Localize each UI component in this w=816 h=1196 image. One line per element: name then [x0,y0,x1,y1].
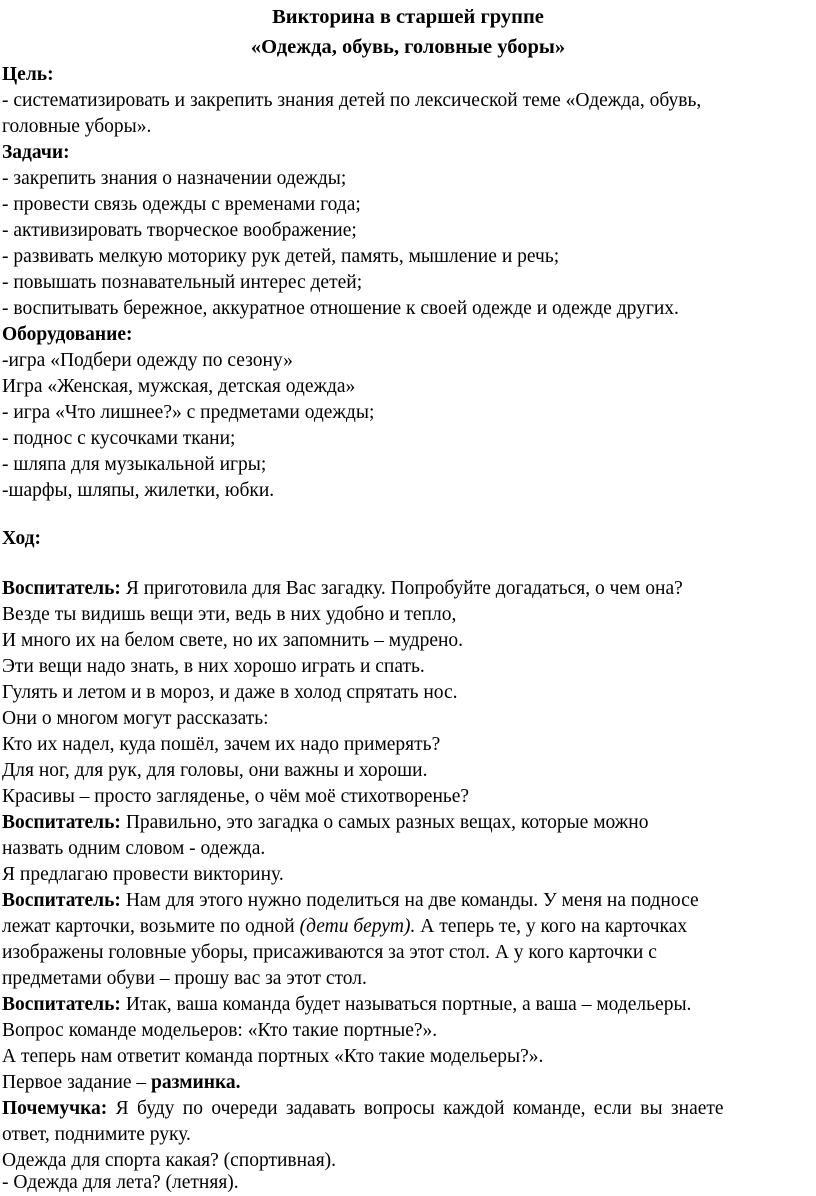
poem-line: Эти вещи надо знать, в них хорошо играть и спать. [2,656,425,677]
equipment-item: - шляпа для музыкальной игры; [2,454,267,475]
question-line: - Одежда для лета? (летняя). [2,1172,239,1193]
speech-text: А теперь нам ответит команда портных «Кто такие модельеры?». [2,1046,544,1067]
goal-text-line2: головные уборы». [2,116,152,137]
first-task-line [2,1070,241,1096]
stage-direction: (дети берут). [299,916,416,937]
first-task-prefix: Первое задание – [2,1072,152,1093]
goal-heading: Цель: [2,64,54,85]
speaker-label: Почемучка: [2,1098,108,1119]
speech-text [2,914,687,940]
equipment-item: -игра «Подбери одежду по сезону» [2,350,293,371]
speech-text-part: А теперь те, у кого на карточках [415,916,688,937]
equipment-heading: Оборудование: [2,324,133,345]
poem-line: Везде ты видишь вещи эти, ведь в них удобно и тепло, [2,604,457,625]
speech-text: Я предлагаю провести викторину. [2,864,284,885]
speaker-label: Воспитатель: [2,890,121,911]
document-title-line2: «Одежда, обувь, головные уборы» [250,36,566,58]
course-heading: Ход: [2,528,42,549]
task-item: - воспитывать бережное, аккуратное отношение к своей одежде и одежде других. [2,298,679,319]
speech-text: Правильно, это загадка о самых разных вещах, которые можно [120,812,649,833]
equipment-item: - игра «Что лишнее?» с предметами одежды; [2,402,375,423]
goal-text-line1: - систематизировать и закрепить знания детей по лексической теме «Одежда, обувь, [2,90,702,111]
speech-text: Вопрос команде модельеров: «Кто такие портные?». [2,1020,438,1041]
poem-line: И много их на белом свете, но их запомнить – мудрено. [2,630,464,651]
equipment-item: - поднос с кусочками ткани; [2,428,236,449]
first-task-name: разминка. [151,1072,241,1093]
poem-line: Для ног, для рук, для головы, они важны и хороши. [2,760,428,781]
task-item: - развивать мелкую моторику рук детей, память, мышление и речь; [2,246,560,267]
poem-line: Гулять и летом и в мороз, и даже в холод спрятать нос. [2,682,458,703]
task-item: - провести связь одежды с временами года; [2,194,361,215]
speaker-label: Воспитатель: [2,578,121,599]
speaker-label: Воспитатель: [2,994,121,1015]
teacher-line-1 [2,576,683,602]
speech-text: Я буду по очереди задавать вопросы каждой команде, если вы знаете [107,1098,724,1119]
teacher-line-2 [2,810,648,836]
tasks-heading: Задачи: [2,142,70,163]
speech-text: ответ, поднимите руку. [2,1124,191,1145]
poem-line: Кто их надел, куда пошёл, зачем их надо примерять? [2,734,441,755]
teacher-line-3 [2,888,699,914]
document-title-line1: Викторина в старшей группе [272,6,544,28]
speech-text-part: лежат карточки, возьмите по одной [2,916,300,937]
speech-text: предметами обуви – прошу вас за этот стол. [2,968,367,989]
equipment-item: -шарфы, шляпы, жилетки, юбки. [2,480,275,501]
equipment-item: Игра «Женская, мужская, детская одежда» [2,376,356,397]
speech-text: Итак, ваша команда будет называться портные, а ваша – модельеры. [120,994,692,1015]
question-line: Одежда для спорта какая? (спортивная). [2,1150,337,1171]
poem-line: Красивы – просто загляденье, о чём моё стихотворенье? [2,786,470,807]
speech-text: Я приготовила для Вас загадку. Попробуйте догадаться, о чем она? [120,578,683,599]
task-item: - активизировать творческое воображение; [2,220,357,241]
task-item: - закрепить знания о назначении одежды; [2,168,347,189]
poem-line: Они о многом могут рассказать: [2,708,269,729]
speaker-label: Воспитатель: [2,812,121,833]
speech-text: изображены головные уборы, присаживаются за этот стол. А у кого карточки с [2,942,657,963]
speech-text: Нам для этого нужно поделиться на две команды. У меня на подносе [120,890,699,911]
task-item: - повышать познавательный интерес детей; [2,272,363,293]
why-line [2,1096,724,1122]
teacher-line-4 [2,992,691,1018]
speech-text: назвать одним словом - одежда. [2,838,266,859]
